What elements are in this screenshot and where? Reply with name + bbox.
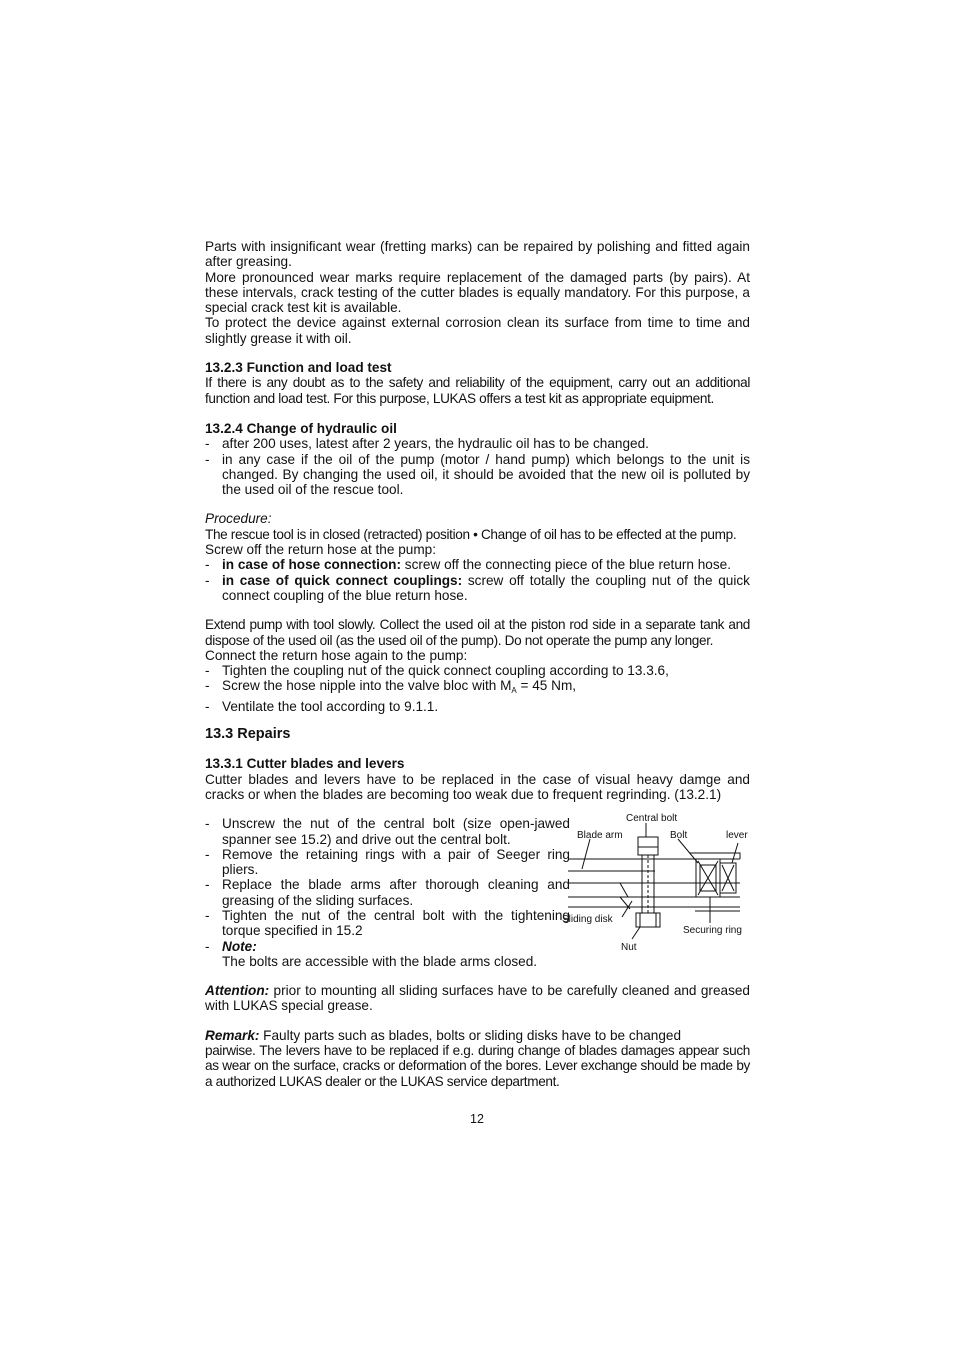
sliding-disk-shape: [620, 883, 630, 909]
function-load-test-text: If there is any doubt as to the safety and reliability of the equipment, carry out an additional function and load test. For this purpose, LUKAS offers a test kit as appropriate equipment.: [205, 375, 750, 406]
attention-label: Attention:: [205, 983, 270, 999]
remark-label: Remark:: [205, 1027, 260, 1043]
remark-first-line: Faulty parts such as blades, bolts or sliding disks have to be changed: [259, 1027, 682, 1043]
label-nut: Nut: [621, 942, 637, 954]
quick-coupling-text: screw off totally the coupling nut of the quick connect coupling of the blue return hose.: [222, 572, 750, 603]
procedure-label: Procedure:: [205, 511, 272, 527]
label-lever: lever: [726, 830, 748, 842]
hatching: [698, 861, 718, 895]
note-label: Note:: [222, 938, 257, 954]
nut-leader: [632, 927, 640, 939]
heading-13-2-3: 13.2.3 Function and load test: [205, 360, 392, 376]
repair-step-2: Remove the retaining rings with a pair of Seeger ring pliers.: [222, 846, 570, 878]
connect-hose-text: Connect the return hose again to the pump:: [205, 647, 468, 663]
attention-paragraph: [205, 983, 750, 1014]
list-item: - in case of hose connection: screw off the connecting piece of the blue return hose.: [205, 557, 731, 573]
attention-text: prior to mounting all sliding surfaces have to be carefully cleaned and greased with LUKAS special grease.: [205, 983, 750, 1014]
list-item: - Note:: [205, 938, 257, 954]
remark-paragraph: [205, 1028, 750, 1089]
list-item: - in case of quick connect couplings: screw off totally the coupling nut of the quick connect coupling of the blue return hose.: [205, 572, 750, 603]
label-bolt: Bolt: [670, 830, 688, 842]
list-item: - Replace the blade arms after thorough cleaning and greasing of the sliding surfaces.: [205, 877, 570, 908]
label-sliding-disk: Sliding disk: [562, 914, 613, 926]
note-text: The bolts are accessible with the blade arms closed.: [222, 953, 538, 969]
oil-change-item-2: in any case if the oil of the pump (motor / hand pump) which belongs to the unit is changed. By changing the used oil, it should be avoided that the new oil is polluted by the used oil of the rescue tool.: [222, 451, 750, 498]
note-text-item: [205, 954, 570, 969]
procedure-line-1: The rescue tool is in closed (retracted) position • Change of oil has to be effected at the pump.: [205, 526, 737, 542]
procedure-line-2: Screw off the return hose at the pump:: [205, 542, 436, 558]
list-item: - Ventilate the tool according to 9.1.1.: [205, 698, 439, 714]
central-bolt-diagram: [560, 811, 755, 956]
bolt-head-shape: [638, 837, 658, 855]
list-item: - Tighten the nut of the central bolt with the tightening torque specified in 15.2: [205, 907, 570, 939]
oil-change-item-1: after 200 uses, latest after 2 years, the hydraulic oil has to be changed.: [222, 436, 649, 452]
list-item: - after 200 uses, latest after 2 years, the hydraulic oil has to be changed.: [205, 436, 649, 452]
steps-with-figure: [205, 813, 750, 969]
hose-connection-label: in case of hose connection:: [222, 557, 402, 573]
blade-arm-leader: [582, 839, 590, 869]
heading-13-2-4: 13.2.4 Change of hydraulic oil: [205, 420, 397, 436]
remark-text: pairwise. The levers have to be replaced if e.g. during change of blades damages appear such as wear on the surface, cracks or deformation of the bores. Lever exchange should be made by a authorized LUKAS dealer or the LUKAS service department.: [205, 1043, 750, 1089]
extend-pump-text: Extend pump with tool slowly. Collect the used oil at the piston rod side in a separate tank and dispose of the used oil (as the used oil of the pump). Do not operate the pump any longer.: [205, 617, 750, 648]
label-securing-ring: Securing ring: [683, 925, 742, 937]
connect-step-2a: Screw the hose nipple into the valve bloc with M: [222, 678, 512, 694]
label-blade-arm: Blade arm: [577, 830, 623, 842]
quick-coupling-label: in case of quick connect couplings:: [222, 572, 463, 588]
hatching: [722, 865, 734, 891]
intro-paragraph-2: More pronounced wear marks require replacement of the damaged parts (by pairs). At these intervals, crack testing of the cutter blades is equally mandatory. For this purpose, a special crack test kit is available.: [205, 269, 750, 316]
cutter-blades-text: Cutter blades and levers have to be replaced in the case of visual heavy damge and cracks or when the blades are becoming too weak due to frequent regrinding. (13.2.1): [205, 771, 750, 802]
connect-step-3: Ventilate the tool according to 9.1.1.: [222, 698, 439, 714]
page-number: 12: [470, 1112, 484, 1126]
connect-step-2b: = 45 Nm,: [516, 678, 577, 694]
sliding-disk-leader: [622, 901, 632, 917]
list-item: - Remove the retaining rings with a pair of Seeger ring pliers.: [205, 846, 570, 878]
connect-step-2-subscript: A: [511, 686, 517, 696]
document-page: [205, 239, 750, 1089]
heading-13-3: 13.3 Repairs: [205, 726, 291, 743]
list-item: - Unscrew the nut of the central bolt (size open-jawed spanner see 15.2) and drive out the central bolt.: [205, 816, 570, 847]
repair-steps: [205, 816, 570, 969]
intro-paragraph-1: Parts with insignificant wear (fretting marks) can be repaired by polishing and fitted again after greasing.: [205, 239, 750, 270]
connect-step-1: Tighten the coupling nut of the quick connect coupling according to 13.3.6,: [222, 663, 669, 679]
list-item: - Screw the hose nipple into the valve bloc with $M_A = 45$ Nm,: [205, 678, 577, 696]
label-central-bolt: Central bolt: [626, 813, 678, 825]
repair-step-4: Tighten the nut of the central bolt with the tightening torque specified in 15.2: [222, 907, 570, 939]
lever-outline: [690, 853, 740, 859]
repair-step-3: Replace the blade arms after thorough cleaning and greasing of the sliding surfaces.: [222, 877, 570, 908]
list-item: - Tighten the coupling nut of the quick connect coupling according to 13.3.6,: [205, 663, 669, 679]
repair-step-1: Unscrew the nut of the central bolt (size open-jawed spanner see 15.2) and drive out the central bolt.: [222, 816, 570, 847]
list-item: - in any case if the oil of the pump (motor / hand pump) which belongs to the unit is changed. By changing the used oil, it should be avoided that the new oil is polluted by the used oil of the rescue tool.: [205, 451, 750, 498]
heading-13-3-1: 13.3.1 Cutter blades and levers: [205, 756, 405, 772]
hose-connection-text: screw off the connecting piece of the blue return hose.: [401, 557, 731, 573]
bolt-shaft-shape: [642, 855, 654, 913]
intro-paragraph-3: To protect the device against external corrosion clean its surface from time to time and slightly grease it with oil.: [205, 315, 750, 346]
